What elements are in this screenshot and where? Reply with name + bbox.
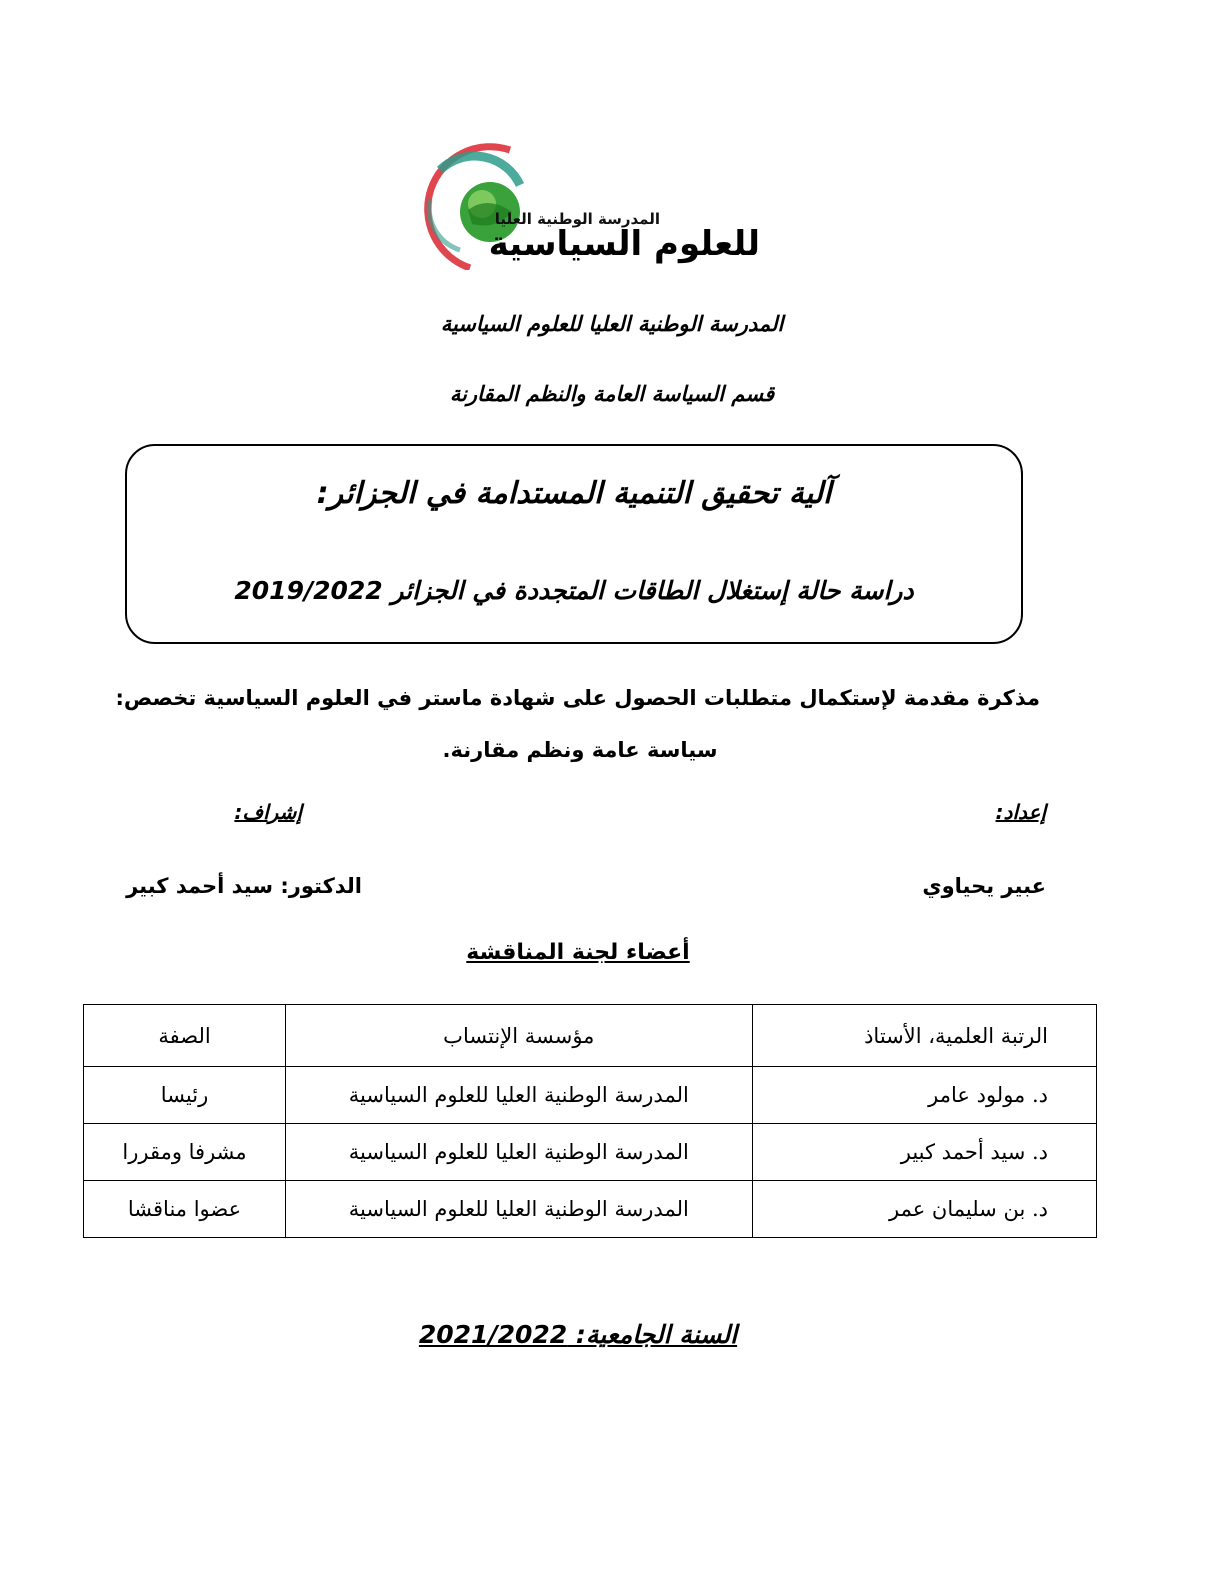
header-role: الصفة [84, 1005, 286, 1067]
academic-year: السنة الجامعية: 2021/2022 [418, 1320, 738, 1349]
member-rank: د. سيد أحمد كبير [752, 1124, 1096, 1181]
member-role: مشرفا ومقررا [84, 1124, 286, 1181]
thesis-subtitle: دراسة حالة إستغلال الطاقات المتجددة في الجزائر 2019/2022 [234, 576, 914, 605]
member-rank: د. مولود عامر [752, 1067, 1096, 1124]
thesis-title: آلية تحقيق التنمية المستدامة في الجزائر: [316, 476, 832, 511]
table-header-row [84, 1005, 1097, 1067]
member-role: رئيسا [84, 1067, 286, 1124]
memo-description [115, 672, 1040, 776]
member-institution: المدرسة الوطنية العليا للعلوم السياسية [286, 1124, 753, 1181]
logo-political-science-text: للعلوم السياسية [488, 224, 760, 264]
logo-school-text: المدرسة الوطنية العليا [494, 210, 660, 228]
table-row [84, 1067, 1097, 1124]
title-box [125, 444, 1023, 644]
committee-table [83, 1004, 1097, 1238]
memo-line-2: سياسة عامة ونظم مقارنة. [442, 738, 718, 762]
table-row [84, 1124, 1097, 1181]
supervision-label: إشراف: [234, 800, 302, 824]
header-institution: مؤسسة الإنتساب [286, 1005, 753, 1067]
student-name: عبير يحياوي [922, 874, 1046, 898]
school-logo [400, 140, 760, 270]
memo-line-1: مذكرة مقدمة لإستكمال متطلبات الحصول على شهادة ماستر في العلوم السياسية تخصص: [115, 686, 1040, 710]
member-role: عضوا مناقشا [84, 1181, 286, 1238]
committee-title: أعضاء لجنة المناقشة [466, 940, 690, 965]
department-name: قسم السياسة العامة والنظم المقارنة [449, 382, 775, 406]
prepared-by-label: إعداد: [995, 800, 1046, 824]
member-institution: المدرسة الوطنية العليا للعلوم السياسية [286, 1067, 753, 1124]
member-institution: المدرسة الوطنية العليا للعلوم السياسية [286, 1181, 753, 1238]
supervisor-name: الدكتور: سيد أحمد كبير [126, 874, 362, 898]
school-name: المدرسة الوطنية العليا للعلوم السياسية [440, 312, 784, 336]
header-rank: الرتبة العلمية، الأستاذ [752, 1005, 1096, 1067]
table-row [84, 1181, 1097, 1238]
member-rank: د. بن سليمان عمر [752, 1181, 1096, 1238]
